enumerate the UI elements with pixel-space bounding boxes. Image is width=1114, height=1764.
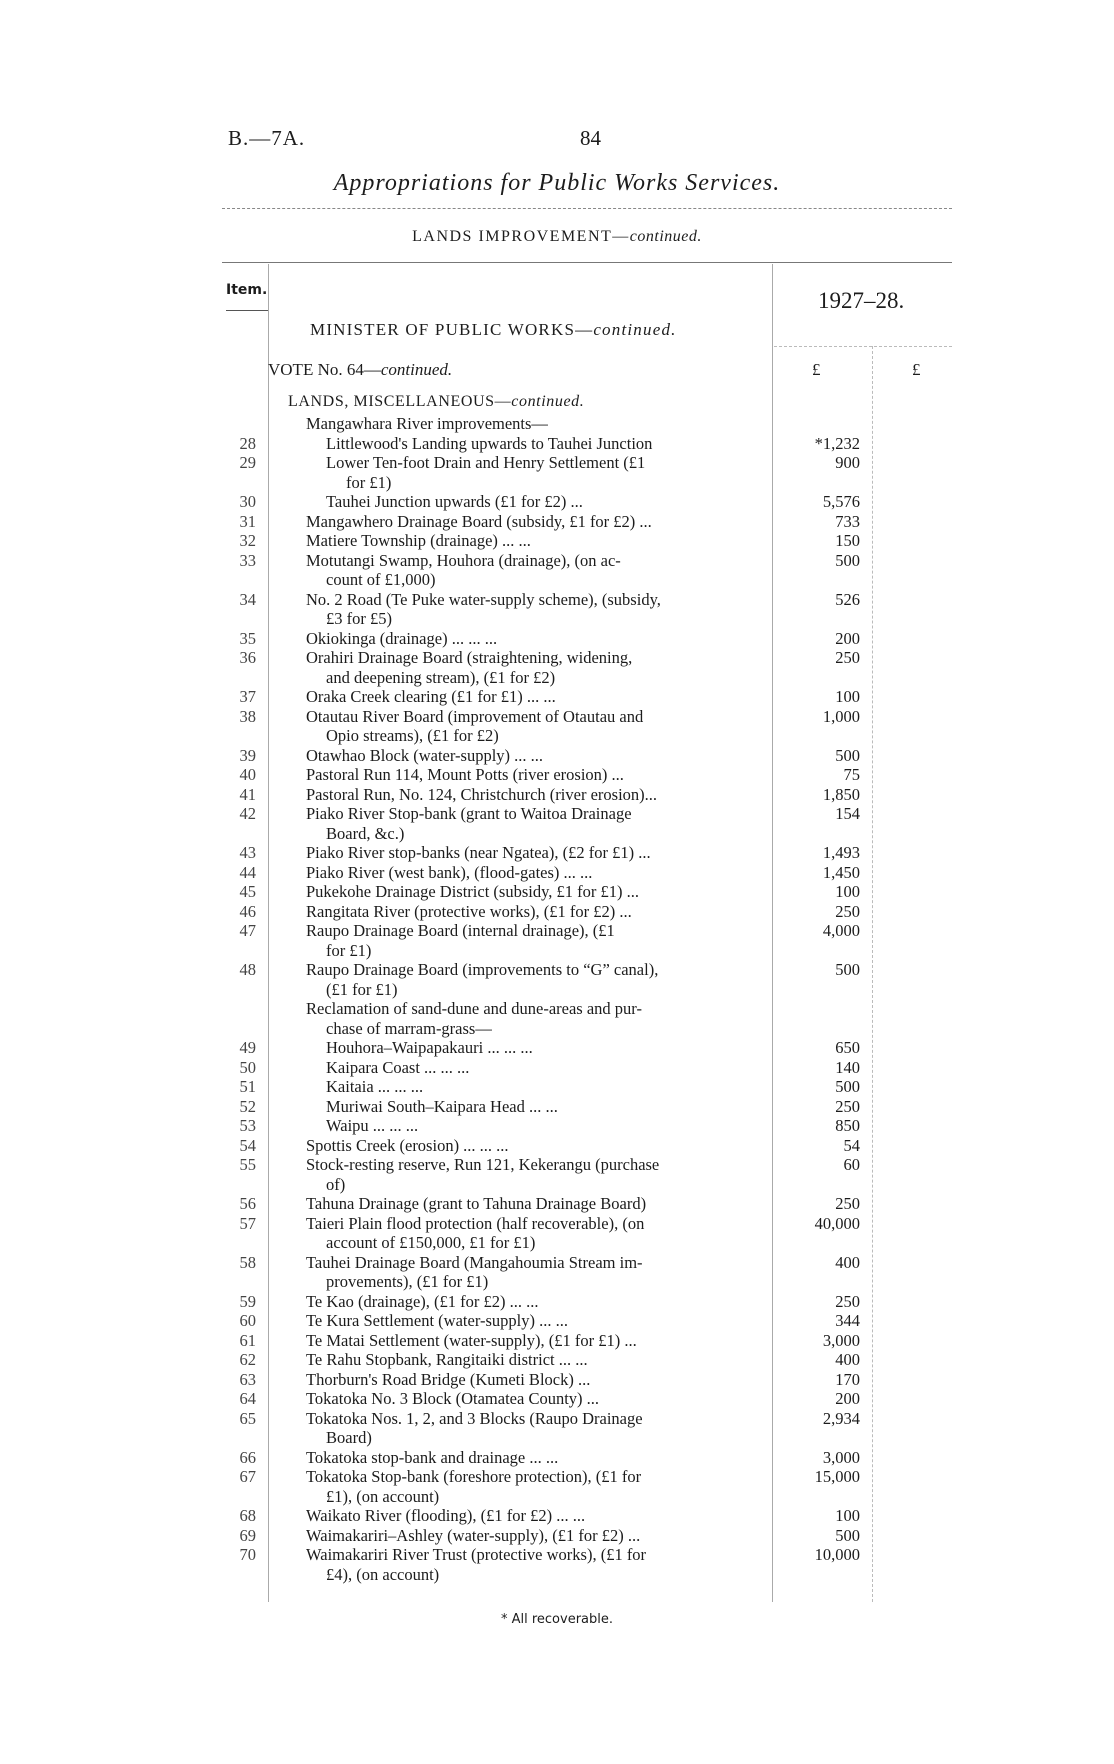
item-amount: 500 — [835, 550, 860, 570]
description-line: Pastoral Run 114, Mount Potts (river erosion) ... — [306, 765, 624, 784]
description-line: Te Rahu Stopbank, Rangitaiki district ... ... — [306, 1350, 588, 1369]
item-description — [306, 863, 761, 883]
subhead-heading-main: LANDS, MISCELLANEOUS— — [288, 393, 512, 410]
description-line: Taieri Plain flood protection (half recoverable), (on — [306, 1213, 645, 1233]
description-line: Raupo Drainage Board (internal drainage), (£1 — [306, 921, 615, 940]
item-amount: 140 — [835, 1057, 860, 1077]
description-line: Tokatoka stop-bank and drainage ... ... — [306, 1447, 559, 1467]
item-description — [306, 1331, 761, 1351]
item-amount: 250 — [835, 648, 860, 667]
description-continuation: for £1) — [326, 940, 372, 960]
item-description — [326, 434, 761, 454]
description-line: Spottis Creek (erosion) ... ... ... — [306, 1135, 509, 1155]
item-description — [306, 590, 761, 629]
item-number: 37 — [239, 687, 256, 706]
description-continuation: for £1) — [346, 472, 392, 492]
description-line: Te Matai Settlement (water-supply), (£1 for £1) ... — [306, 1330, 637, 1350]
description-line: Oraka Creek clearing (£1 for £1) ... ... — [306, 687, 556, 706]
description-line: Piako River Stop-bank (grant to Waitoa Drainage — [306, 804, 632, 823]
page-title: Appropriations for Public Works Services. — [333, 170, 781, 196]
subhead-heading — [288, 393, 584, 411]
pound-symbol-total: £ — [912, 360, 921, 379]
item-column-header: Item. — [226, 282, 268, 298]
item-description — [306, 629, 761, 649]
item-number: 42 — [239, 804, 256, 823]
item-header-underline — [226, 310, 268, 311]
section-heading — [0, 228, 1114, 246]
description-line: Motutangi Swamp, Houhora (drainage), (on ac- — [306, 550, 621, 570]
item-description — [306, 531, 761, 551]
item-description — [326, 1077, 761, 1097]
item-description — [326, 1097, 761, 1117]
minister-heading — [310, 320, 677, 340]
item-amount: 1,850 — [822, 784, 860, 804]
item-number: 56 — [239, 1194, 256, 1213]
description-line: Kaitaia ... ... ... — [326, 1077, 424, 1096]
item-amount: 1,000 — [822, 706, 860, 726]
item-description — [306, 1370, 761, 1390]
item-amount: 900 — [835, 453, 860, 472]
document-reference: B.—7A. — [228, 126, 306, 150]
item-column-rule — [268, 264, 269, 1602]
item-number: 51 — [239, 1077, 256, 1096]
description-line: Waipu ... ... ... — [326, 1116, 419, 1135]
item-amount: 170 — [835, 1369, 860, 1389]
description-line: Tahuna Drainage (grant to Tahuna Drainage Board) — [306, 1194, 647, 1213]
item-number: 66 — [239, 1447, 256, 1467]
item-amount: 100 — [835, 882, 860, 901]
item-number: 32 — [239, 531, 256, 550]
item-description — [306, 1389, 761, 1409]
item-amount: 250 — [835, 901, 860, 921]
description-line: Orahiri Drainage Board (straightening, widening, — [306, 648, 633, 667]
item-description — [306, 1448, 761, 1468]
item-description — [306, 1214, 761, 1253]
item-number: 65 — [239, 1408, 256, 1428]
description-line: Matiere Township (drainage) ... ... — [306, 531, 531, 550]
item-number: 44 — [239, 862, 256, 882]
item-number: 49 — [239, 1038, 256, 1057]
item-amount: 500 — [835, 745, 860, 765]
item-description — [306, 1350, 761, 1370]
description-line: Te Kura Settlement (water-supply) ... ... — [306, 1311, 568, 1330]
description-line: Otautau River Board (improvement of Otautau and — [306, 706, 644, 726]
description-line: Raupo Drainage Board (improvements to “G” canal), — [306, 960, 659, 979]
item-description — [306, 843, 761, 863]
description-line: Waimakariri River Trust (protective works), (£1 for — [306, 1545, 647, 1564]
item-number: 60 — [239, 1311, 256, 1330]
pound-symbol-amount: £ — [812, 360, 821, 379]
item-description — [306, 785, 761, 805]
item-amount: *1,232 — [814, 433, 860, 453]
description-line: Te Kao (drainage), (£1 for £2) ... ... — [306, 1291, 539, 1311]
item-number: 38 — [239, 706, 256, 726]
item-number: 43 — [239, 843, 256, 862]
description-continuation: Board) — [326, 1428, 372, 1447]
description-continuation: Opio streams), (£1 for £2) — [326, 726, 499, 745]
description-line: Tauhei Drainage Board (Mangahoumia Stream im- — [306, 1252, 643, 1272]
description-continuation: of) — [326, 1174, 346, 1194]
description-line: Mangawhero Drainage Board (subsidy, £1 for £2) ... — [306, 511, 652, 531]
item-description — [326, 1116, 761, 1136]
minister-heading-cont: continued. — [593, 320, 677, 339]
item-amount: 54 — [843, 1135, 860, 1155]
description-line: Tokatoka No. 3 Block (Otamatea County) ... — [306, 1389, 600, 1408]
item-description — [306, 414, 761, 434]
item-number: 45 — [239, 882, 256, 901]
description-line: Littlewood's Landing upwards to Tauhei Junction — [326, 433, 653, 453]
description-continuation: provements), (£1 for £1) — [326, 1272, 489, 1291]
item-number: 28 — [239, 433, 256, 453]
item-description — [306, 1253, 761, 1292]
item-amount: 40,000 — [814, 1213, 860, 1233]
item-description — [306, 1155, 761, 1194]
item-description — [306, 902, 761, 922]
item-number: 39 — [239, 745, 256, 765]
item-amount: 250 — [835, 1291, 860, 1311]
description-line: Waimakariri–Ashley (water-supply), (£1 for £2) ... — [306, 1525, 641, 1545]
description-continuation: Board, &c.) — [326, 823, 405, 843]
item-number: 29 — [239, 453, 256, 472]
description-line: Okiokinga (drainage) ... ... ... — [306, 628, 498, 648]
item-number: 36 — [239, 648, 256, 667]
item-number: 69 — [239, 1525, 256, 1545]
description-line: Muriwai South–Kaipara Head ... ... — [326, 1096, 558, 1116]
item-amount: 100 — [835, 1506, 860, 1525]
item-number: 57 — [239, 1213, 256, 1233]
description-continuation: and deepening stream), (£1 for £2) — [326, 667, 556, 687]
description-continuation: £4), (on account) — [326, 1564, 440, 1584]
item-description — [306, 999, 761, 1038]
item-number: 33 — [239, 550, 256, 570]
item-amount: 200 — [835, 628, 860, 648]
item-number: 67 — [239, 1467, 256, 1486]
item-number: 64 — [239, 1389, 256, 1408]
page-number: 84 — [580, 126, 601, 150]
item-description — [306, 1545, 761, 1584]
item-number: 61 — [239, 1330, 256, 1350]
item-amount: 250 — [835, 1096, 860, 1116]
item-amount: 150 — [835, 531, 860, 550]
description-line: Pastoral Run, No. 124, Christchurch (river erosion)... — [306, 784, 658, 804]
description-line: Tauhei Junction upwards (£1 for £2) ... — [326, 492, 583, 511]
item-amount: 3,000 — [822, 1330, 860, 1350]
item-description — [306, 551, 761, 590]
item-amount: 10,000 — [814, 1545, 860, 1564]
item-amount: 200 — [835, 1389, 860, 1408]
item-number: 58 — [239, 1252, 256, 1272]
item-number: 46 — [239, 901, 256, 921]
description-continuation: count of £1,000) — [326, 570, 436, 589]
item-amount: 850 — [835, 1116, 860, 1135]
description-continuation: £3 for £5) — [326, 609, 392, 628]
description-line: Tokatoka Nos. 1, 2, and 3 Blocks (Raupo Drainage — [306, 1408, 643, 1428]
item-amount: 526 — [835, 589, 860, 609]
description-continuation: account of £150,000, £1 for £1) — [326, 1233, 536, 1252]
item-number: 50 — [239, 1057, 256, 1077]
description-line: Lower Ten-foot Drain and Henry Settlement (£1 — [326, 453, 646, 472]
item-description — [326, 453, 761, 492]
item-description — [306, 960, 761, 999]
section-heading-main: LANDS IMPROVEMENT— — [412, 228, 630, 245]
vote-heading — [268, 360, 452, 380]
item-number: 54 — [239, 1135, 256, 1155]
item-amount: 15,000 — [814, 1467, 860, 1486]
item-number: 55 — [239, 1155, 256, 1174]
vote-heading-main: VOTE No. 64— — [268, 360, 381, 379]
item-description — [326, 1038, 761, 1058]
item-number: 41 — [239, 784, 256, 804]
subhead-heading-cont: continued. — [511, 393, 585, 410]
minister-heading-main: MINISTER OF PUBLIC WORKS— — [310, 320, 594, 339]
description-line: Houhora–Waipapakauri ... ... ... — [326, 1038, 533, 1057]
description-line: Reclamation of sand-dune and dune-areas and pur- — [306, 999, 642, 1018]
footnote: * All recoverable. — [500, 1612, 614, 1627]
description-line: Otawhao Block (water-supply) ... ... — [306, 745, 544, 765]
description-continuation: chase of marram-grass— — [326, 1018, 492, 1038]
description-line: Piako River (west bank), (flood-gates) ... ... — [306, 862, 593, 882]
item-number: 35 — [239, 628, 256, 648]
item-number: 31 — [239, 511, 256, 531]
item-number: 70 — [239, 1545, 256, 1564]
item-amount: 250 — [835, 1194, 860, 1213]
item-description — [306, 921, 761, 960]
item-amount: 500 — [835, 1077, 860, 1096]
vote-heading-cont: continued. — [380, 360, 453, 379]
item-description — [306, 1526, 761, 1546]
year-column-header: 1927–28. — [818, 288, 905, 313]
item-description — [326, 1058, 761, 1078]
item-description — [306, 882, 761, 902]
total-column-rule — [872, 346, 873, 1602]
item-number: 63 — [239, 1369, 256, 1389]
description-line: Tokatoka Stop-bank (foreshore protection), (£1 for — [306, 1467, 642, 1486]
description-line: No. 2 Road (Te Puke water-supply scheme), (subsidy, — [306, 589, 661, 609]
item-number: 48 — [239, 960, 256, 979]
item-amount: 3,000 — [822, 1447, 860, 1467]
item-amount: 733 — [835, 511, 860, 531]
title-divider — [222, 208, 952, 209]
item-amount: 75 — [843, 765, 860, 784]
description-line: Kaipara Coast ... ... ... — [326, 1057, 470, 1077]
item-number: 53 — [239, 1116, 256, 1135]
description-line: Stock-resting reserve, Run 121, Kekerangu (purchase — [306, 1155, 660, 1174]
item-description — [326, 492, 761, 512]
item-amount: 154 — [835, 804, 860, 823]
description-line: Thorburn's Road Bridge (Kumeti Block) ... — [306, 1369, 591, 1389]
item-number: 68 — [239, 1506, 256, 1525]
item-description — [306, 1311, 761, 1331]
item-description — [306, 648, 761, 687]
item-amount: 500 — [835, 960, 860, 979]
item-description — [306, 687, 761, 707]
item-description — [306, 512, 761, 532]
description-continuation: £1), (on account) — [326, 1486, 440, 1506]
item-amount: 100 — [835, 687, 860, 706]
item-description — [306, 804, 761, 843]
section-heading-cont: continued. — [629, 228, 702, 245]
item-amount: 1,450 — [822, 862, 860, 882]
item-number: 40 — [239, 765, 256, 784]
description-continuation: (£1 for £1) — [326, 979, 398, 999]
item-description — [306, 1292, 761, 1312]
item-number: 47 — [239, 921, 256, 940]
item-description — [306, 1467, 761, 1506]
item-number: 52 — [239, 1096, 256, 1116]
item-number: 62 — [239, 1350, 256, 1369]
item-amount: 60 — [843, 1155, 860, 1174]
item-amount: 5,576 — [822, 492, 860, 511]
description-line: Mangawhara River improvements— — [306, 414, 548, 433]
item-amount: 344 — [835, 1311, 860, 1330]
item-description — [306, 707, 761, 746]
item-number: 34 — [239, 589, 256, 609]
item-description — [306, 765, 761, 785]
item-description — [306, 1506, 761, 1526]
amount-column-rule — [772, 264, 773, 1602]
table-top-rule — [222, 262, 952, 263]
item-amount: 4,000 — [822, 921, 860, 940]
item-amount: 400 — [835, 1350, 860, 1369]
item-amount: 500 — [835, 1525, 860, 1545]
item-amount: 1,493 — [822, 843, 860, 862]
item-amount: 400 — [835, 1252, 860, 1272]
description-line: Waikato River (flooding), (£1 for £2) ... ... — [306, 1506, 586, 1525]
item-amount: 2,934 — [822, 1408, 860, 1428]
item-description — [306, 746, 761, 766]
item-amount: 650 — [835, 1038, 860, 1057]
item-number: 59 — [239, 1291, 256, 1311]
description-line: Pukekohe Drainage District (subsidy, £1 for £1) ... — [306, 882, 639, 901]
item-description — [306, 1194, 761, 1214]
item-description — [306, 1136, 761, 1156]
item-description — [306, 1409, 761, 1448]
year-header-rule — [774, 346, 952, 347]
description-line: Piako River stop-banks (near Ngatea), (£2 for £1) ... — [306, 843, 651, 862]
item-number: 30 — [239, 492, 256, 511]
description-line: Rangitata River (protective works), (£1 for £2) ... — [306, 901, 632, 921]
